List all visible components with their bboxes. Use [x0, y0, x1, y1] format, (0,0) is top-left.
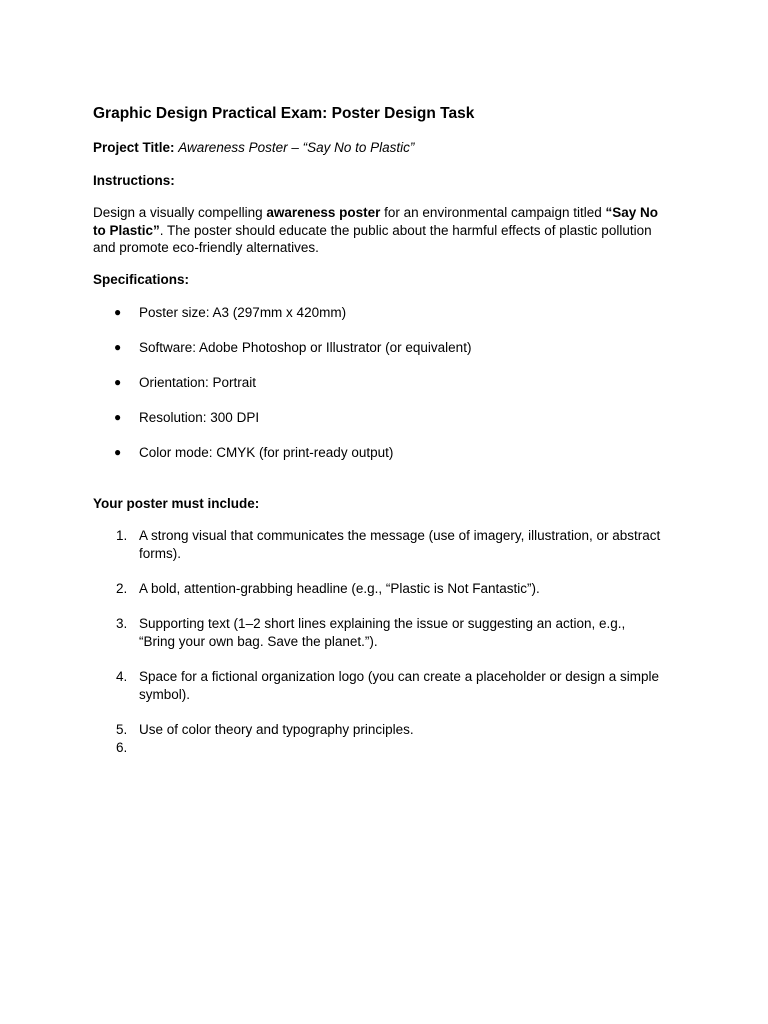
list-item-text: Use of color theory and typography principles. — [139, 722, 414, 737]
list-item-text: A strong visual that communicates the message (use of imagery, illustration, or abstract forms). — [139, 528, 661, 561]
list-item-text: Supporting text (1–2 short lines explaining the issue or suggesting an action, e.g., “Bring your own bag. Save the planet.”). — [139, 616, 626, 649]
list-item-number: 2. — [116, 581, 128, 596]
bullet-icon: ● — [114, 375, 122, 389]
list-item-text: Software: Adobe Photoshop or Illustrator (or equivalent) — [139, 340, 472, 355]
instructions-text-part2: for an environmental campaign titled — [380, 205, 606, 220]
project-title-label: Project Title: — [93, 140, 175, 155]
list-item-text: Resolution: 300 DPI — [139, 410, 260, 425]
bullet-icon: ● — [114, 410, 122, 424]
document-title: Graphic Design Practical Exam: Poster Design Task — [93, 105, 475, 122]
list-item-text: A bold, attention-grabbing headline (e.g., “Plastic is Not Fantastic”). — [139, 581, 540, 596]
instructions-heading: Instructions: — [93, 173, 175, 188]
list-item-number: 3. — [116, 616, 128, 631]
list-item-text: Color mode: CMYK (for print-ready output) — [139, 445, 394, 460]
instructions-paragraph — [93, 204, 671, 257]
list-item-number: 4. — [116, 669, 128, 684]
instructions-text-bold1: awareness poster — [266, 205, 381, 220]
bullet-icon: ● — [114, 340, 122, 354]
project-title-line — [93, 139, 673, 157]
must-include-heading: Your poster must include: — [93, 496, 260, 511]
bullet-icon: ● — [114, 305, 122, 319]
bullet-icon: ● — [114, 445, 122, 459]
list-item-number: 1. — [116, 528, 128, 543]
instructions-text-part3: . The poster should educate the public about the harmful effects of plastic pollution and promote eco-friendly alternatives. — [93, 222, 652, 255]
instructions-text-part1: Design a visually compelling — [93, 205, 267, 220]
list-item-text: Space for a fictional organization logo (you can create a placeholder or design a simple symbol). — [139, 669, 660, 702]
list-item-text: Poster size: A3 (297mm x 420mm) — [139, 305, 347, 320]
list-item-number: 5. — [116, 722, 128, 737]
list-item-number: 6. — [116, 740, 128, 755]
specifications-heading: Specifications: — [93, 272, 190, 287]
project-title-value: Awareness Poster – “Say No to Plastic” — [178, 140, 415, 155]
list-item-text: Orientation: Portrait — [139, 375, 257, 390]
instructions-text-bold2: “Say No to Plastic” — [93, 205, 659, 238]
